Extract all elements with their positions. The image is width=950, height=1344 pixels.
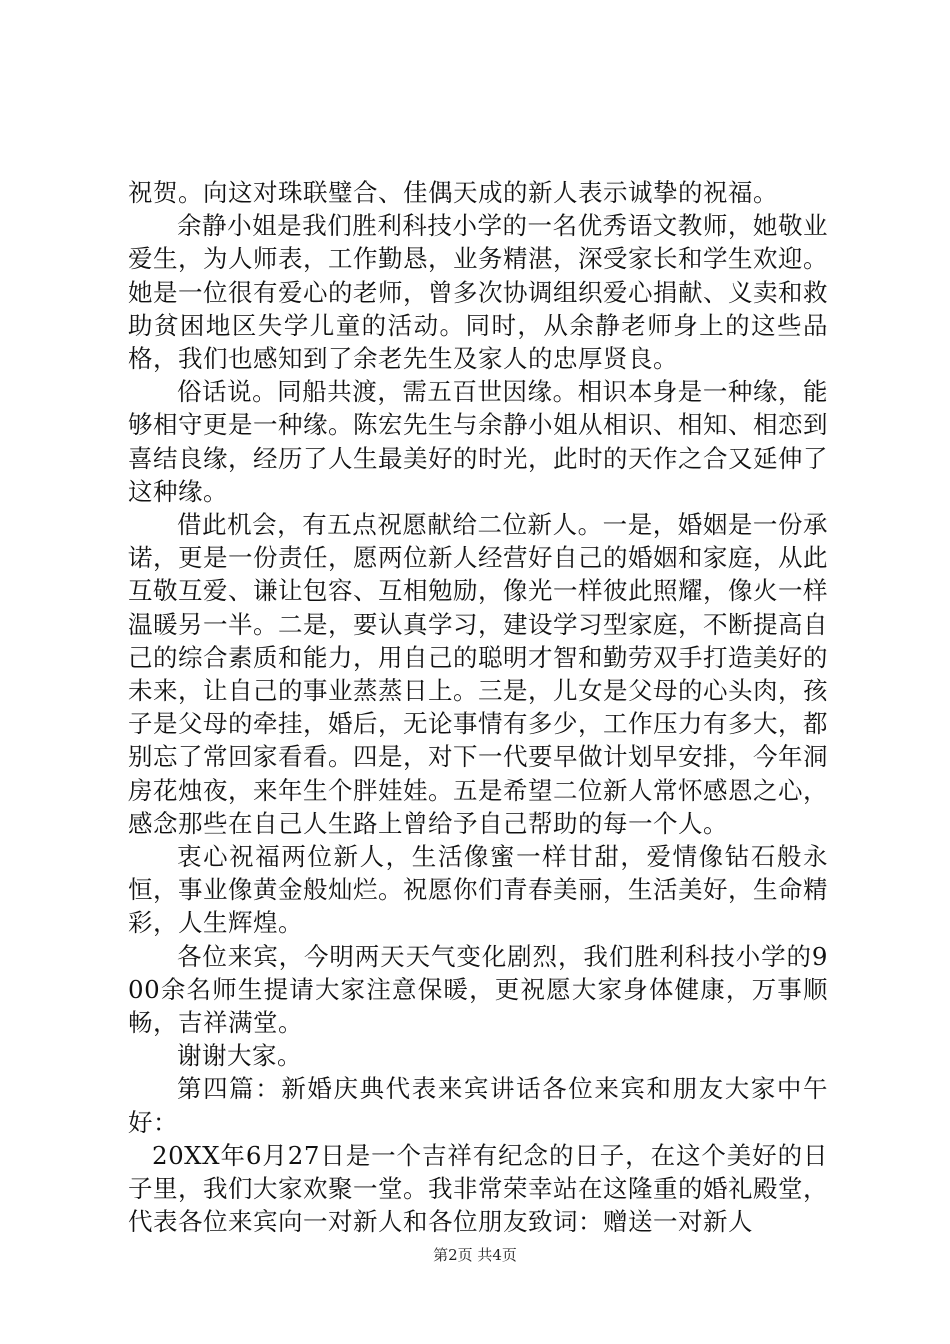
- paragraph-5: 衷心祝福两位新人，生活像蜜一样甘甜，爱情像钻石般永恒，事业像黄金般灿烂。祝愿你们青春美丽，生活美好，生命精彩，人生辉煌。: [128, 842, 828, 938]
- paragraph-9: 20XX年6月27日是一个吉祥有纪念的日子，在这个美好的日子里，我们大家欢聚一堂。我非常荣幸站在这隆重的婚礼殿堂，代表各位来宾向一对新人和各位朋友致词：赠送一对新人: [128, 1140, 828, 1237]
- paragraph-6: 各位来宾，今明两天天气变化剧烈，我们胜利科技小学的900余名师生提请大家注意保暖，更祝愿大家身体健康，万事顺畅，吉祥满堂。: [128, 941, 828, 1038]
- paragraph-4: 借此机会，有五点祝愿献给二位新人。一是，婚姻是一份承诺，更是一份责任，愿两位新人经营好自己的婚姻和家庭，从此互敬互爱、谦让包容、互相勉励，像光一样彼此照耀，像火一样温暖另一半。二是，要认真学习，建设学习型家庭，不断提高自己的综合素质和能力，用自己的聪明才智和勤劳双手打造美好的未来，让自己的事业蒸蒸日上。三是，儿女是父母的心头肉，孩子是父母的牵挂，婚后，无论事情有多少，工作压力有多大，都别忘了常回家看看。四是，对下一代要早做计划早安排，今年洞房花烛夜，来年生个胖娃娃。五是希望二位新人常怀感恩之心，感念那些在自己人生路上曾给予自己帮助的每一个人。: [128, 510, 828, 838]
- paragraph-1: 祝贺。向这对珠联璧合、佳偶天成的新人表示诚挚的祝福。: [128, 178, 778, 207]
- page-number-footer: 第2页 共4页: [433, 1246, 517, 1264]
- paragraph-2: 余静小姐是我们胜利科技小学的一名优秀语文教师，她敬业爱生，为人师表，工作勤恳，业务精湛，深受家长和学生欢迎。她是一位很有爱心的老师，曾多次协调组织爱心捐献、义卖和救助贫困地区失学儿童的活动。同时，从余静老师身上的这些品格，我们也感知到了余老先生及家人的忠厚贤良。: [128, 211, 828, 374]
- section-heading: 第四篇：新婚庆典代表来宾讲话各位来宾和朋友大家中午好：: [128, 1074, 828, 1137]
- document-body: [128, 176, 828, 1239]
- paragraph-3: 俗话说。同船共渡，需五百世因缘。相识本身是一种缘，能够相守更是一种缘。陈宏先生与余静小姐从相识、相知、相恋到喜结良缘，经历了人生最美好的时光，此时的天作之合又延伸了这种缘。: [128, 377, 828, 506]
- paragraph-7: 谢谢大家。: [177, 1041, 302, 1071]
